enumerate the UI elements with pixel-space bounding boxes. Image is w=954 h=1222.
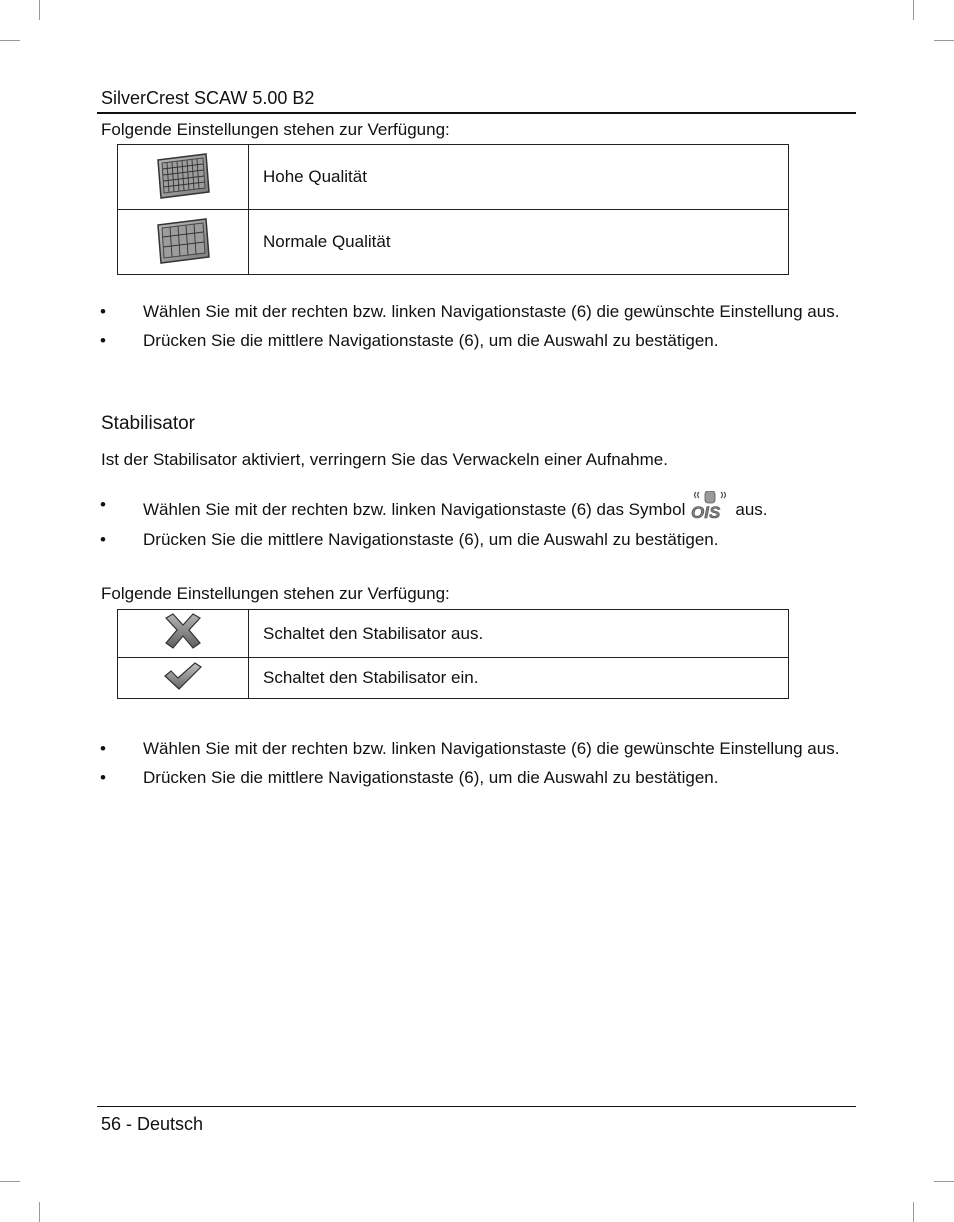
list-item-text: Drücken Sie die mittlere Navigationstaste (6), um die Auswahl zu bestätigen. xyxy=(143,331,719,350)
quality-options-table xyxy=(117,144,789,275)
bullet-icon: • xyxy=(100,768,106,787)
section-heading: Stabilisator xyxy=(101,413,195,434)
list-item-text: Wählen Sie mit der rechten bzw. linken Navigationstaste (6) die gewünschte Einstellung aus. xyxy=(143,739,840,758)
crop-mark xyxy=(39,1202,40,1222)
settings-intro-text: Folgende Einstellungen stehen zur Verfügung: xyxy=(101,584,450,603)
crop-mark xyxy=(934,40,954,41)
table-row xyxy=(118,610,789,658)
quality-instructions-list xyxy=(100,298,852,354)
list-item-text: Wählen Sie mit der rechten bzw. linken Navigationstaste (6) die gewünschte Einstellung aus. xyxy=(143,302,840,321)
list-item-text: Wählen Sie mit der rechten bzw. linken Navigationstaste (6) das Symbol xyxy=(143,500,686,519)
bullet-icon: • xyxy=(100,302,106,321)
stabilizer-options-table xyxy=(117,609,789,699)
table-cell-label: Normale Qualität xyxy=(249,210,789,275)
table-cell-label: Hohe Qualität xyxy=(249,145,789,210)
table-cell-icon xyxy=(118,658,249,699)
stabilizer-settings-instructions-list xyxy=(100,735,852,791)
bullet-icon: • xyxy=(100,739,106,758)
table-row xyxy=(118,145,789,210)
table-row xyxy=(118,210,789,275)
list-item-text: aus. xyxy=(735,500,768,519)
table-cell-icon xyxy=(118,145,249,210)
footer-divider xyxy=(97,1106,856,1107)
list-item xyxy=(100,735,852,762)
header-divider xyxy=(97,112,856,114)
list-item xyxy=(100,327,852,354)
table-cell-icon xyxy=(118,210,249,275)
crop-mark xyxy=(913,1202,914,1222)
table-cell-icon xyxy=(118,610,249,658)
list-item xyxy=(100,298,852,325)
bullet-icon: • xyxy=(100,495,106,514)
list-item xyxy=(100,491,852,523)
document-header-title: SilverCrest SCAW 5.00 B2 xyxy=(101,88,315,108)
checkmark-on-icon xyxy=(162,661,204,691)
high-quality-grid-icon xyxy=(154,150,212,200)
table-cell-label: Schaltet den Stabilisator aus. xyxy=(249,610,789,658)
crop-mark xyxy=(913,0,914,20)
crop-mark xyxy=(0,40,20,41)
stabilizer-instructions-list xyxy=(100,491,852,553)
settings-intro-text: Folgende Einstellungen stehen zur Verfügung: xyxy=(101,120,450,139)
list-item-text: Drücken Sie die mittlere Navigationstaste (6), um die Auswahl zu bestätigen. xyxy=(143,768,719,787)
crop-mark xyxy=(0,1181,20,1182)
table-cell-label: Schaltet den Stabilisator ein. xyxy=(249,658,789,699)
crop-mark xyxy=(934,1181,954,1182)
page-number: 56 - Deutsch xyxy=(101,1114,204,1134)
list-item xyxy=(100,526,852,553)
svg-text:OIS: OIS xyxy=(691,503,721,521)
list-item-text: Drücken Sie die mittlere Navigationstaste (6), um die Auswahl zu bestätigen. xyxy=(143,530,719,549)
crop-mark xyxy=(39,0,40,20)
table-row xyxy=(118,658,789,699)
cross-off-icon xyxy=(162,612,204,650)
normal-quality-grid-icon xyxy=(154,215,212,265)
bullet-icon: • xyxy=(100,530,106,549)
section-description: Ist der Stabilisator aktiviert, verringern Sie das Verwackeln einer Aufnahme. xyxy=(101,450,668,469)
list-item xyxy=(100,764,852,791)
bullet-icon: • xyxy=(100,331,106,350)
ois-stabilizer-icon xyxy=(688,491,732,521)
